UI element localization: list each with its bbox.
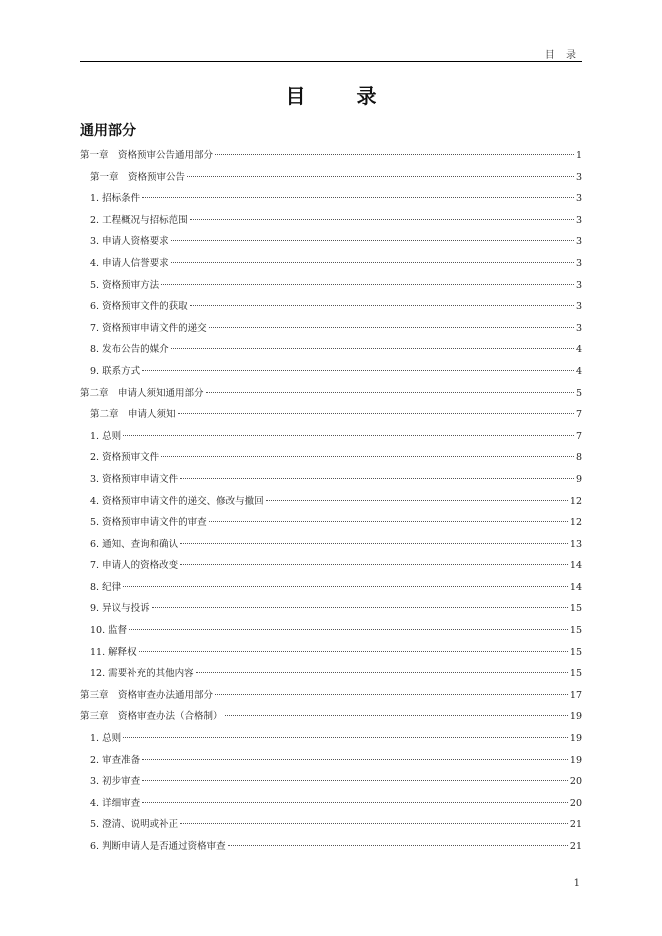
toc-leader-dots	[161, 284, 574, 285]
toc-entry-page: 14	[569, 560, 582, 572]
toc-leader-dots	[180, 543, 568, 544]
toc-entry-label: 3. 资格预审申请文件	[90, 473, 179, 485]
toc-entry-label: 1. 招标条件	[90, 193, 141, 205]
toc-leader-dots	[139, 651, 568, 652]
toc-entry-page: 4	[575, 344, 582, 356]
toc-leader-dots	[123, 435, 574, 436]
toc-leader-dots	[142, 780, 568, 781]
toc-entry-page: 20	[569, 797, 582, 809]
toc-entry-label: 9. 联系方式	[90, 365, 141, 377]
toc-entry-label: 4. 资格预审申请文件的递交、修改与撤回	[90, 495, 264, 507]
toc-entry-label: 7. 资格预审申请文件的递交	[90, 322, 207, 334]
toc-entry-page: 15	[569, 603, 582, 615]
toc-entry-page: 15	[569, 625, 582, 637]
toc-entry-page: 20	[569, 776, 582, 788]
toc-entry[interactable]	[80, 491, 582, 513]
toc-leader-dots	[171, 240, 574, 241]
toc-entry-page: 19	[569, 711, 582, 723]
toc-entry[interactable]	[80, 210, 582, 232]
page-number: 1	[573, 878, 580, 889]
toc-entry[interactable]	[80, 663, 582, 685]
toc-entry-page: 3	[575, 236, 582, 248]
toc-entry-label: 7. 申请人的资格改变	[90, 560, 179, 572]
toc-entry-label: 2. 资格预审文件	[90, 452, 160, 464]
toc-leader-dots	[180, 564, 568, 565]
toc-leader-dots	[152, 607, 568, 608]
toc-entry-label: 9. 异议与投诉	[90, 603, 150, 615]
toc-entry-label: 8. 纪律	[90, 581, 122, 593]
toc-leader-dots	[142, 370, 574, 371]
toc-leader-dots	[123, 586, 568, 587]
toc-entry-label: 第二章 申请人须知通用部分	[80, 387, 204, 399]
toc-leader-dots	[187, 176, 574, 177]
toc-entry-label: 2. 审查准备	[90, 754, 141, 766]
toc-entry-label: 第三章 资格审查办法通用部分	[80, 689, 214, 701]
toc-entry-page: 19	[569, 754, 582, 766]
table-of-contents	[80, 145, 582, 858]
toc-entry[interactable]	[80, 555, 582, 577]
toc-entry-label: 5. 资格预审申请文件的审查	[90, 517, 207, 529]
toc-entry[interactable]	[80, 339, 582, 361]
toc-entry[interactable]	[80, 728, 582, 750]
toc-entry-page: 13	[569, 538, 582, 550]
toc-entry-page: 5	[575, 387, 582, 399]
toc-leader-dots	[206, 392, 574, 393]
toc-entry[interactable]	[80, 447, 582, 469]
toc-entry-label: 第三章 资格审查办法（合格制）	[80, 711, 223, 723]
toc-entry-page: 3	[575, 301, 582, 313]
toc-entry-page: 7	[575, 409, 582, 421]
toc-entry-label: 2. 工程概况与招标范围	[90, 214, 188, 226]
toc-entry[interactable]	[80, 145, 582, 167]
toc-entry[interactable]	[80, 188, 582, 210]
section-heading: 通用部分	[80, 123, 136, 139]
toc-entry[interactable]	[80, 383, 582, 405]
toc-entry[interactable]	[80, 598, 582, 620]
toc-entry-label: 12. 需要补充的其他内容	[90, 668, 194, 680]
toc-entry[interactable]	[80, 167, 582, 189]
toc-entry[interactable]	[80, 836, 582, 858]
toc-entry-page: 21	[569, 841, 582, 852]
toc-leader-dots	[228, 845, 568, 846]
toc-entry-label: 3. 申请人资格要求	[90, 236, 169, 248]
toc-leader-dots	[142, 802, 568, 803]
toc-entry-label: 1. 总则	[90, 430, 122, 442]
toc-leader-dots	[266, 500, 568, 501]
toc-entry[interactable]	[80, 706, 582, 728]
toc-entry-label: 8. 发布公告的媒介	[90, 344, 169, 356]
toc-entry-page: 12	[569, 517, 582, 529]
toc-leader-dots	[178, 413, 574, 414]
toc-leader-dots	[171, 262, 574, 263]
toc-entry-page: 4	[575, 365, 582, 377]
toc-entry[interactable]	[80, 685, 582, 707]
toc-entry[interactable]	[80, 814, 582, 836]
toc-entry-label: 4. 申请人信誉要求	[90, 257, 169, 269]
toc-leader-dots	[123, 737, 568, 738]
toc-leader-dots	[209, 521, 568, 522]
toc-entry-label: 第一章 资格预审公告	[90, 171, 186, 183]
toc-entry-page: 15	[569, 668, 582, 680]
toc-entry[interactable]	[80, 426, 582, 448]
toc-leader-dots	[171, 348, 574, 349]
toc-leader-dots	[180, 478, 574, 479]
toc-entry-label: 5. 澄清、说明或补正	[90, 819, 179, 831]
toc-entry-page: 9	[575, 473, 582, 485]
toc-leader-dots	[215, 154, 574, 155]
toc-entry-page: 3	[575, 171, 582, 183]
toc-leader-dots	[129, 629, 568, 630]
toc-leader-dots	[196, 672, 568, 673]
toc-leader-dots	[142, 197, 574, 198]
toc-entry-page: 21	[569, 819, 582, 831]
toc-leader-dots	[142, 759, 568, 760]
toc-leader-dots	[190, 305, 574, 306]
toc-entry[interactable]	[80, 469, 582, 491]
toc-entry[interactable]	[80, 534, 582, 556]
toc-entry-page: 3	[575, 214, 582, 226]
toc-entry-label: 6. 资格预审文件的获取	[90, 301, 188, 313]
toc-entry-page: 14	[569, 581, 582, 593]
toc-entry[interactable]	[80, 750, 582, 772]
toc-entry[interactable]	[80, 642, 582, 664]
toc-entry[interactable]	[80, 771, 582, 793]
toc-leader-dots	[225, 715, 568, 716]
toc-entry-page: 3	[575, 322, 582, 334]
header-title: 目 录	[544, 50, 580, 61]
toc-entry-label: 6. 判断申请人是否通过资格审查	[90, 841, 226, 852]
toc-entry-label: 1. 总则	[90, 733, 122, 745]
toc-entry-page: 3	[575, 279, 582, 291]
toc-entry[interactable]	[80, 793, 582, 815]
toc-entry-page: 17	[569, 689, 582, 701]
toc-entry[interactable]	[80, 577, 582, 599]
toc-entry-label: 6. 通知、查询和确认	[90, 538, 179, 550]
toc-entry[interactable]	[80, 231, 582, 253]
toc-leader-dots	[209, 327, 574, 328]
toc-entry-page: 7	[575, 430, 582, 442]
header-rule	[80, 61, 582, 62]
toc-leader-dots	[161, 456, 574, 457]
toc-entry-page: 19	[569, 733, 582, 745]
toc-entry-label: 11. 解释权	[90, 646, 137, 658]
toc-entry-label: 3. 初步审查	[90, 776, 141, 788]
toc-entry-page: 15	[569, 646, 582, 658]
toc-leader-dots	[215, 694, 568, 695]
page-title: 目 录	[285, 84, 399, 108]
toc-entry[interactable]	[80, 404, 582, 426]
toc-leader-dots	[180, 823, 568, 824]
toc-entry-page: 1	[575, 150, 582, 161]
toc-entry-page: 8	[575, 452, 582, 464]
toc-entry-label: 10. 监督	[90, 625, 128, 637]
toc-entry-label: 第一章 资格预审公告通用部分	[80, 150, 214, 161]
toc-entry[interactable]	[80, 361, 582, 383]
toc-entry-label: 5. 资格预审方法	[90, 279, 160, 291]
toc-entry-label: 4. 详细审查	[90, 797, 141, 809]
toc-entry-page: 3	[575, 193, 582, 205]
toc-entry-page: 12	[569, 495, 582, 507]
toc-entry[interactable]	[80, 296, 582, 318]
toc-leader-dots	[190, 219, 574, 220]
toc-entry[interactable]	[80, 318, 582, 340]
toc-entry[interactable]	[80, 512, 582, 534]
toc-entry[interactable]	[80, 620, 582, 642]
toc-entry[interactable]	[80, 275, 582, 297]
toc-entry-page: 3	[575, 257, 582, 269]
toc-entry-label: 第二章 申请人须知	[90, 409, 176, 421]
toc-entry[interactable]	[80, 253, 582, 275]
